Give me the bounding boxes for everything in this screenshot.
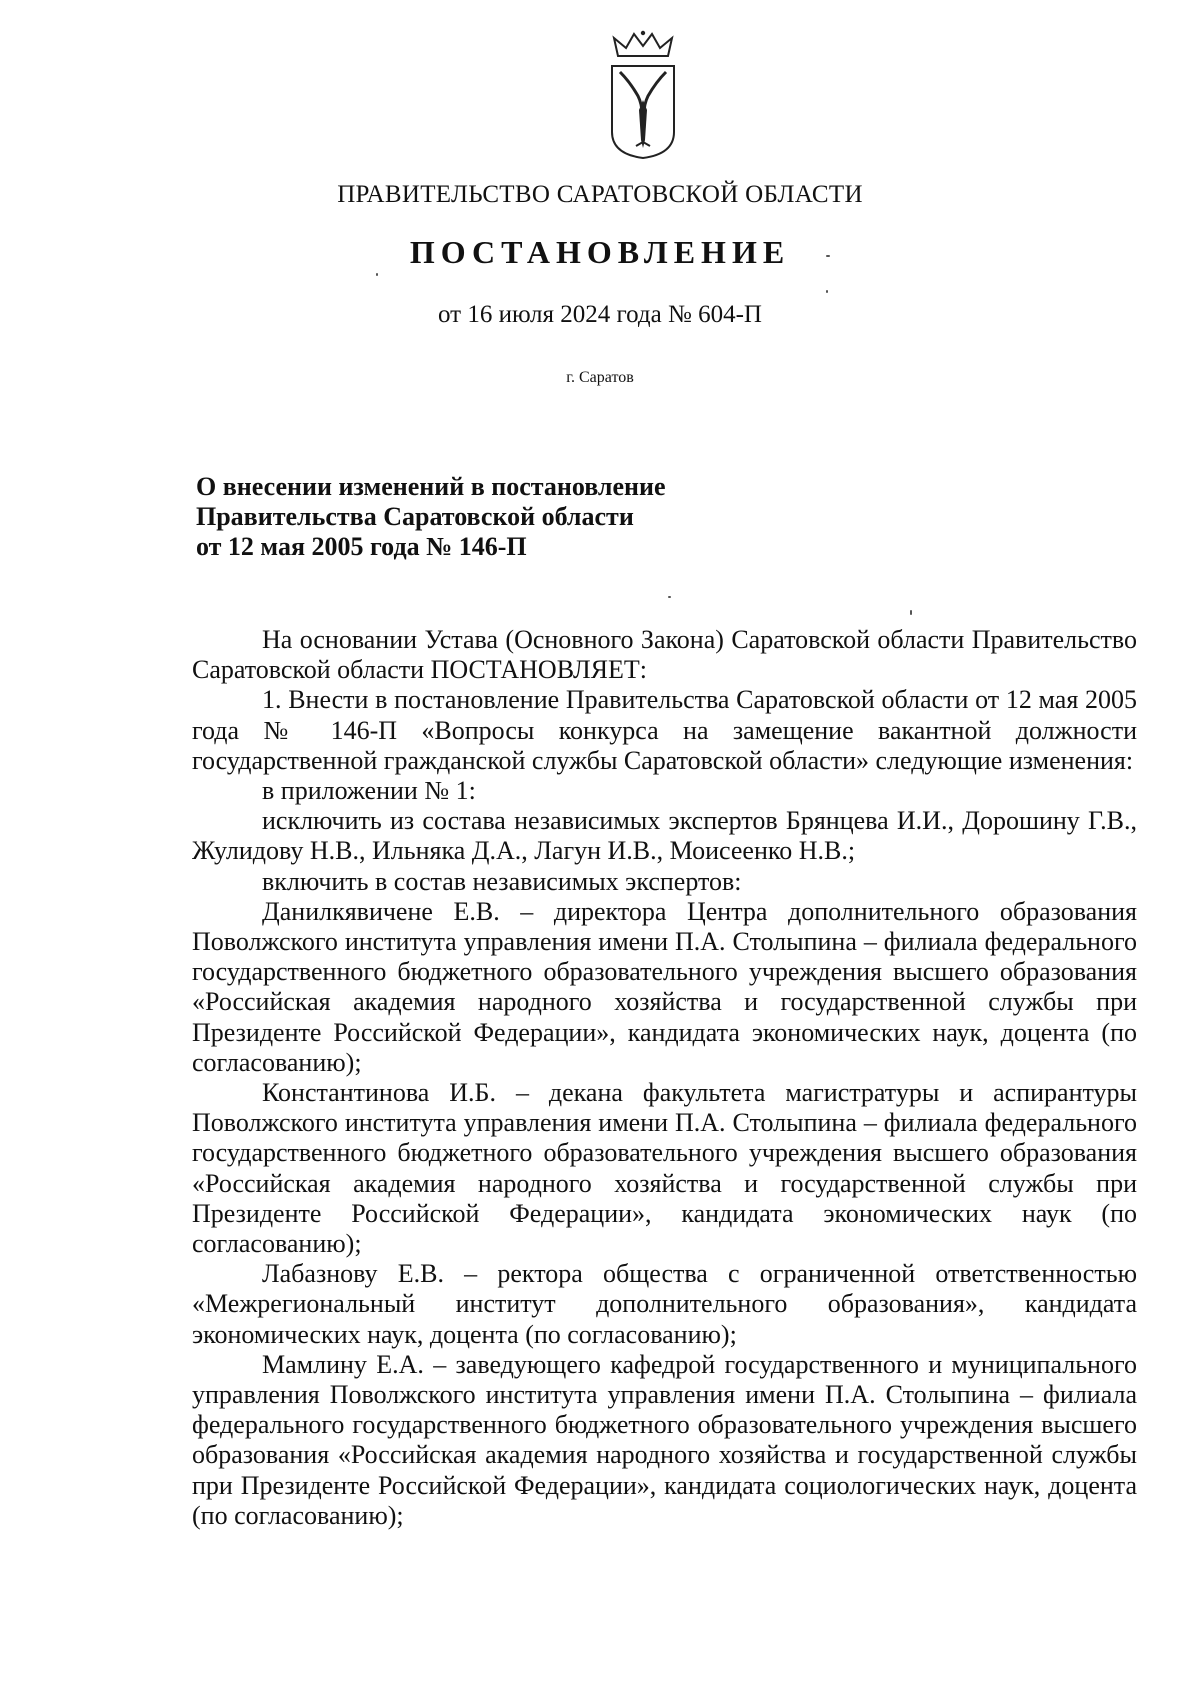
government-name: ПРАВИТЕЛЬСТВО САРАТОВСКОЙ ОБЛАСТИ — [337, 181, 863, 208]
document-city: г. Саратов — [566, 369, 634, 386]
appendix-paragraph: в приложении № 1: — [262, 776, 476, 806]
expert-paragraph: Мамлину Е.А. – заведующего кафедрой государственного и муниципального управления Поволжского института управления имени П.А. Столыпина – филиала федерального государственного бюджетного образовательного учреждения высшего образования «Российская академия народного хозяйства и государственной службы при Президенте Российской Федерации», кандидата социологических наук, доцента (по согласованию); — [192, 1349, 1137, 1530]
scan-speck — [826, 290, 828, 293]
document-body — [192, 625, 1137, 1531]
exclude-paragraph: исключить из состава независимых экспертов Брянцева И.И., Дорошину Г.В., Жулидову Н.В., Ильняка Д.А., Лагун И.В., Моисеенко Н.В.; — [192, 806, 1137, 866]
preamble-paragraph: На основании Устава (Основного Закона) Саратовской области Правительство Саратовской области ПОСТАНОВЛЯЕТ: — [192, 625, 1137, 685]
scan-speck — [826, 255, 830, 257]
expert-paragraph: Данилкявичене Е.В. – директора Центра дополнительного образования Поволжского института управления имени П.А. Столыпина – филиала федерального государственного бюджетного образовательного учреждения высшего образования «Российская академия народного хозяйства и государственной службы при Президенте Российской Федерации», кандидата экономических наук, доцента (по согласованию); — [192, 896, 1137, 1077]
expert-paragraph: Константинова И.Б. – декана факультета магистратуры и аспирантуры Поволжского института управления имени П.А. Столыпина – филиала федерального государственного бюджетного образовательного учреждения высшего образования «Российская академия народного хозяйства и государственной службы при Президенте Российской Федерации», кандидата экономических наук (по согласованию); — [192, 1078, 1137, 1259]
scan-speck — [376, 273, 378, 276]
subject-line: О внесении изменений в постановление — [196, 472, 666, 501]
subject-line: Правительства Саратовской области — [196, 502, 634, 531]
document-date-number: от 16 июля 2024 года № 604-П — [438, 301, 762, 328]
document-type-title: ПОСТАНОВЛЕНИЕ — [409, 234, 791, 270]
saratov-coat-of-arms-icon — [608, 30, 678, 162]
scan-speck — [910, 610, 912, 615]
expert-paragraph: Лабазнову Е.В. – ректора общества с ограниченной ответственностью «Межрегиональный институт дополнительного образования», кандидата экономических наук, доцента (по согласованию); — [192, 1259, 1137, 1349]
item-1-paragraph: 1. Внести в постановление Правительства Саратовской области от 12 мая 2005 года № 146-П «Вопросы конкурса на замещение вакантной должности государственной гражданской службы Саратовской области» следующие изменения: — [192, 685, 1137, 775]
subject-line: от 12 мая 2005 года № 146-П — [196, 532, 527, 561]
include-paragraph: включить в состав независимых экспертов: — [262, 866, 742, 896]
document-subject — [196, 472, 666, 562]
scan-speck — [668, 596, 671, 598]
